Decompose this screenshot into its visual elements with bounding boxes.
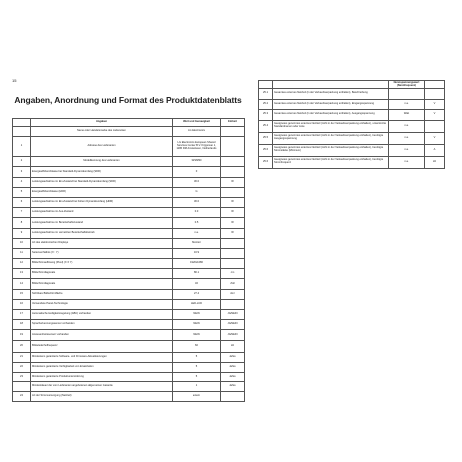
unit-cell: W <box>221 197 245 207</box>
value-cell: LED-LCD <box>173 299 221 309</box>
table-row <box>13 289 245 299</box>
value-cell: n.a. <box>389 99 425 110</box>
table-row <box>13 299 245 309</box>
unit-cell: Jahre <box>221 362 245 372</box>
label-cell: Anwesenheitssensor vorhanden <box>31 330 173 340</box>
label-cell: Geeignetes genormtes externes Netzteil (nicht in der Verkaufsverpackung enthalten), benötigte Ausgangsspannung <box>273 132 389 144</box>
label-cell: Gesamtes externes Netzteil (in der Verkaufsverpackung enthalten), Eingangsspannung <box>273 99 389 110</box>
label-cell: Spracherkennungssensor vorhanden <box>31 320 173 330</box>
row-number-cell: 25.4 <box>259 120 273 132</box>
value-cell: n.a. <box>389 132 425 144</box>
label-cell: Automatische Helligkeitsregelung (ABC) vorhanden <box>31 310 173 320</box>
value-cell: LG Electronics <box>173 127 221 137</box>
unit-cell: cm <box>221 269 245 279</box>
unit-cell <box>221 238 245 248</box>
unit-cell <box>221 127 245 137</box>
label-cell: Mindestens garantierte Verfügbarkeit von Ersatzteilen <box>31 362 173 372</box>
value-cell: n.a. <box>389 144 425 156</box>
value-cell: 1920x1080 <box>173 259 221 269</box>
row-number-cell: 4 <box>13 177 31 187</box>
value-cell: Monitor <box>173 238 221 248</box>
table-row <box>13 218 245 228</box>
unit-cell <box>221 299 245 309</box>
label-cell: Adresse des Lieferanten <box>31 137 173 157</box>
unit-cell <box>221 187 245 197</box>
value-cell: 80.1 <box>173 269 221 279</box>
table-row <box>13 269 245 279</box>
unit-cell: JA/NEIN <box>221 320 245 330</box>
value-cell: 5 <box>173 352 221 362</box>
row-number-cell: 19 <box>13 330 31 340</box>
label-cell: Geeignetes genormtes externes Netzteil (nicht in der Verkaufsverpackung enthalten), benötigte Stromfrequenz <box>273 156 389 168</box>
row-number-cell: 14 <box>13 279 31 289</box>
unit-cell: Hz <box>221 340 245 352</box>
row-number-cell: 9 <box>13 228 31 238</box>
table-row <box>13 372 245 381</box>
table-row <box>13 340 245 352</box>
value-cell: extern <box>173 392 221 402</box>
label-cell: Bildschirmdiagonale <box>31 279 173 289</box>
label-cell: Gesamtes externes Netzteil (in der Verkaufsverpackung enthalten), Ausgangsspannung <box>273 110 389 121</box>
unit-cell <box>425 81 445 89</box>
label-cell: Mindestdauer der vom Lieferanten angebotenen allgemeinen Garantie <box>31 381 173 391</box>
document-title: Angaben, Anordnung und Format des Produktdatenblatts <box>14 95 242 105</box>
label-cell: Modellkennung des Lieferanten <box>31 157 173 167</box>
unit-cell: V <box>425 132 445 144</box>
unit-cell: V <box>425 110 445 121</box>
product-data-table <box>12 118 245 402</box>
table-row <box>13 279 245 289</box>
row-number-cell: 21 <box>13 352 31 362</box>
table-row <box>259 156 445 168</box>
row-number-cell: 7 <box>13 208 31 218</box>
unit-cell: JA/NEIN <box>221 310 245 320</box>
unit-cell <box>221 248 245 258</box>
table-row <box>13 248 245 258</box>
table-row <box>13 259 245 269</box>
table-row <box>13 381 245 391</box>
table-row <box>13 228 245 238</box>
row-number-cell: 25.5 <box>259 132 273 144</box>
table-header-row <box>259 81 445 89</box>
value-cell: 30.0 <box>173 177 221 187</box>
value-cell <box>389 89 425 100</box>
value-cell: n.a. <box>389 120 425 132</box>
value-cell: Nennspannungswert (Nennfrequenz) <box>389 81 425 89</box>
value-cell: NEIN <box>173 320 221 330</box>
value-cell: 0.5 <box>173 218 221 228</box>
row-number-cell <box>13 119 31 127</box>
value-cell: LG Electronics European Shared Services Center B.V. Krijgsman 1, 1186 DM Amstelveen, Netherlands <box>173 137 221 157</box>
row-number-cell: 22 <box>13 362 31 372</box>
value-cell: 30.0 <box>173 197 221 207</box>
label-cell <box>273 81 389 89</box>
row-number-cell: 24 <box>13 392 31 402</box>
table-row <box>259 132 445 144</box>
unit-cell: V <box>425 99 445 110</box>
value-cell: G <box>173 187 221 197</box>
label-cell: Mindestens garantierte Software- und Firmware-Aktualisierungen <box>31 352 173 362</box>
unit-cell <box>221 167 245 177</box>
label-cell: Leistungsaufnahme im Ein-Zustand bei Standard-Dynamikumfang (SDR) <box>31 177 173 187</box>
value-cell: n.a. <box>389 156 425 168</box>
value-cell: 5 <box>173 362 221 372</box>
label-cell: Leistungsaufnahme im Bereitschaftszustand <box>31 218 173 228</box>
table-row <box>13 238 245 248</box>
value-cell: 32SM5D <box>173 157 221 167</box>
label-cell: Bildschirmauflösung (Pixel) (X X Y) <box>31 259 173 269</box>
row-number-cell: 11 <box>13 248 31 258</box>
table-row <box>13 392 245 402</box>
table-row <box>13 187 245 197</box>
row-number-cell: 6 <box>13 197 31 207</box>
page-number: 15 <box>12 78 17 83</box>
table-row <box>13 310 245 320</box>
label-cell: Verwendete Panel-Technologie <box>31 299 173 309</box>
value-cell: 1 <box>173 381 221 391</box>
row-number-cell: 15 <box>13 289 31 299</box>
unit-cell: W <box>221 218 245 228</box>
row-number-cell: 25.3 <box>259 110 273 121</box>
table-row <box>259 110 445 121</box>
row-number-cell: 5 <box>13 187 31 197</box>
table-row <box>13 330 245 340</box>
row-number-cell: 1 <box>13 137 31 157</box>
unit-cell <box>221 137 245 157</box>
label-cell: Leistungsaufnahme im Ein-Zustand bei hohem Dynamikumfang (HDR) <box>31 197 173 207</box>
label-cell: Geeignetes genormtes externes Netzteil (nicht in der Verkaufsverpackung enthalten), unterstützte Standardnamen oder Liste <box>273 120 389 132</box>
row-number-cell: 20 <box>13 340 31 352</box>
row-number-cell <box>259 81 273 89</box>
unit-cell <box>221 259 245 269</box>
label-cell: Art der Stromversorgung (Netzteil) <box>31 392 173 402</box>
unit-cell: W <box>221 208 245 218</box>
table-row <box>13 352 245 362</box>
table-row <box>13 167 245 177</box>
row-number-cell: 3 <box>13 167 31 177</box>
label-cell: Bildschirmdiagonale <box>31 269 173 279</box>
label-cell: Energieeffizienzklasse bei Standard-Dynamikumfang (SDR) <box>31 167 173 177</box>
label-cell: Angaben <box>31 119 173 127</box>
table-row <box>13 137 245 157</box>
row-number-cell: 10 <box>13 238 31 248</box>
label-cell: Gesamtes externes Netzteil (in der Verkaufsverpackung enthalten), Beschreibung <box>273 89 389 100</box>
row-number-cell: 23 <box>13 372 31 381</box>
row-number-cell: 2 <box>13 157 31 167</box>
label-cell: Art des elektronischen Displays <box>31 238 173 248</box>
unit-cell: JA/NEIN <box>221 330 245 340</box>
unit-cell <box>221 157 245 167</box>
label-cell: Leistungsaufnahme im vernetzten Bereitschaftsbetrieb <box>31 228 173 238</box>
label-cell: Mindestens garantierte Produktunterstützung <box>31 372 173 381</box>
row-number-cell: 17 <box>13 310 31 320</box>
value-cell: Watt <box>389 110 425 121</box>
value-cell: NEIN <box>173 330 221 340</box>
table-row <box>13 208 245 218</box>
row-number-cell <box>13 381 31 391</box>
row-number-cell <box>13 127 31 137</box>
unit-cell <box>221 392 245 402</box>
row-number-cell: 16 <box>13 299 31 309</box>
row-number-cell: 18 <box>13 320 31 330</box>
table-row <box>13 197 245 207</box>
row-number-cell: 12 <box>13 259 31 269</box>
row-number-cell: 25.1 <box>259 89 273 100</box>
value-cell: 27.4 <box>173 289 221 299</box>
label-cell: Geeignetes genormtes externes Netzteil (nicht in der Verkaufsverpackung enthalten), benötigte Stromstärke (Minimum) <box>273 144 389 156</box>
value-cell: 32 <box>173 279 221 289</box>
table-row <box>13 320 245 330</box>
unit-cell <box>425 120 445 132</box>
row-number-cell: 25.6 <box>259 144 273 156</box>
value-cell: n.a. <box>173 228 221 238</box>
row-number-cell: 13 <box>13 269 31 279</box>
label-cell: Sichtbare Bildschirmfläche <box>31 289 173 299</box>
label-cell: Name oder Handelsmarke des Lieferanten <box>31 127 173 137</box>
unit-cell: W <box>221 177 245 187</box>
table-row <box>13 362 245 372</box>
row-number-cell: 25.6 <box>259 156 273 168</box>
value-cell: F <box>173 167 221 177</box>
unit-cell: Zoll <box>221 279 245 289</box>
label-cell: Seitenverhältnis (X : Y) <box>31 248 173 258</box>
value-cell: Wert und Genauigkeit <box>173 119 221 127</box>
label-cell: Leistungsaufnahme im Aus-Zustand <box>31 208 173 218</box>
table-row <box>13 177 245 187</box>
power-supply-table <box>258 80 445 169</box>
unit-cell: dm² <box>221 289 245 299</box>
table-row <box>259 89 445 100</box>
label-cell: Energieeffizienzklasse (HDR) <box>31 187 173 197</box>
value-cell: 60 <box>173 340 221 352</box>
table-row <box>259 120 445 132</box>
row-number-cell: 25.2 <box>259 99 273 110</box>
table-row <box>259 144 445 156</box>
table-header-row <box>13 119 245 127</box>
unit-cell <box>425 89 445 100</box>
unit-cell: Jahre <box>221 352 245 362</box>
row-number-cell: 8 <box>13 218 31 228</box>
unit-cell: Jahre <box>221 372 245 381</box>
value-cell: 0.3 <box>173 208 221 218</box>
value-cell: NEIN <box>173 310 221 320</box>
unit-cell: A <box>425 144 445 156</box>
unit-cell: Einheit <box>221 119 245 127</box>
value-cell: 16:9 <box>173 248 221 258</box>
table-row <box>13 127 245 137</box>
table-row <box>13 157 245 167</box>
table-row <box>259 99 445 110</box>
label-cell: Bildwiederholfrequenz <box>31 340 173 352</box>
unit-cell: Hz <box>425 156 445 168</box>
unit-cell: Jahre <box>221 381 245 391</box>
unit-cell: W <box>221 228 245 238</box>
value-cell: 5 <box>173 372 221 381</box>
